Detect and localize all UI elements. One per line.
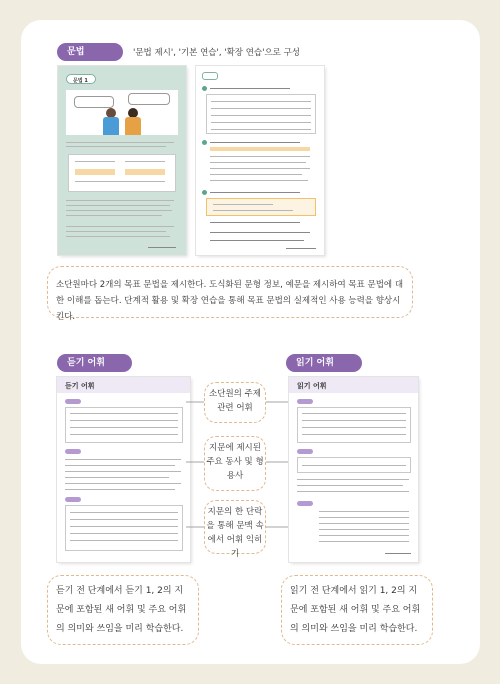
grammar-page-right-thumbnail <box>196 66 324 255</box>
section-tag-grammar: 문법 <box>57 43 123 61</box>
reading-vocab-description: 읽기 전 단계에서 읽기 1, 2의 지문에 포함된 새 어휘 및 주요 어휘의 의미와 쓰임을 미리 학습한다. <box>281 575 433 645</box>
listening-vocab-page-title: 듣기 어휘 <box>65 382 95 390</box>
grammar-example-box <box>206 198 316 216</box>
section-tag-reading-vocab: 읽기 어휘 <box>286 354 362 372</box>
callout-topic-vocabulary: 소단원의 주제 관련 어휘 <box>204 382 266 423</box>
grammar-description: 소단원마다 2개의 목표 문법을 제시한다. 도식화된 문형 정보, 예문을 제시하여 목표 문법에 대한 이해를 돕는다. 단계적 활용 및 확장 연습을 통해 목표 문법의 실제적인 사용 능력을 향상시킨다. <box>47 266 413 318</box>
grammar-pattern-box <box>68 154 176 192</box>
grammar-page-label: 문법 1 <box>73 78 88 84</box>
grammar-practice-table <box>206 94 316 134</box>
listening-vocab-page-thumbnail <box>57 377 190 562</box>
listening-vocab-description: 듣기 전 단계에서 듣기 1, 2의 지문에 포함된 새 어휘 및 주요 어휘의 의미와 쓰임을 미리 학습한다. <box>47 575 199 645</box>
reading-vocab-page-title: 읽기 어휘 <box>297 382 327 390</box>
grammar-subtitle: '문법 제시', '기본 연습', '확장 연습'으로 구성 <box>133 48 301 58</box>
reading-vocab-page-thumbnail <box>289 377 418 562</box>
callout-verbs-adjectives: 지문에 제시된 주요 동사 및 형용사 <box>204 436 266 491</box>
grammar-page-left-thumbnail <box>58 66 186 255</box>
section-tag-listening-vocab: 듣기 어휘 <box>57 354 132 372</box>
grammar-page-header <box>66 74 96 84</box>
callout-context-vocabulary: 지문의 한 단락을 통해 문맥 속에서 어휘 익히기 <box>204 500 266 554</box>
grammar-illustration <box>66 90 178 135</box>
